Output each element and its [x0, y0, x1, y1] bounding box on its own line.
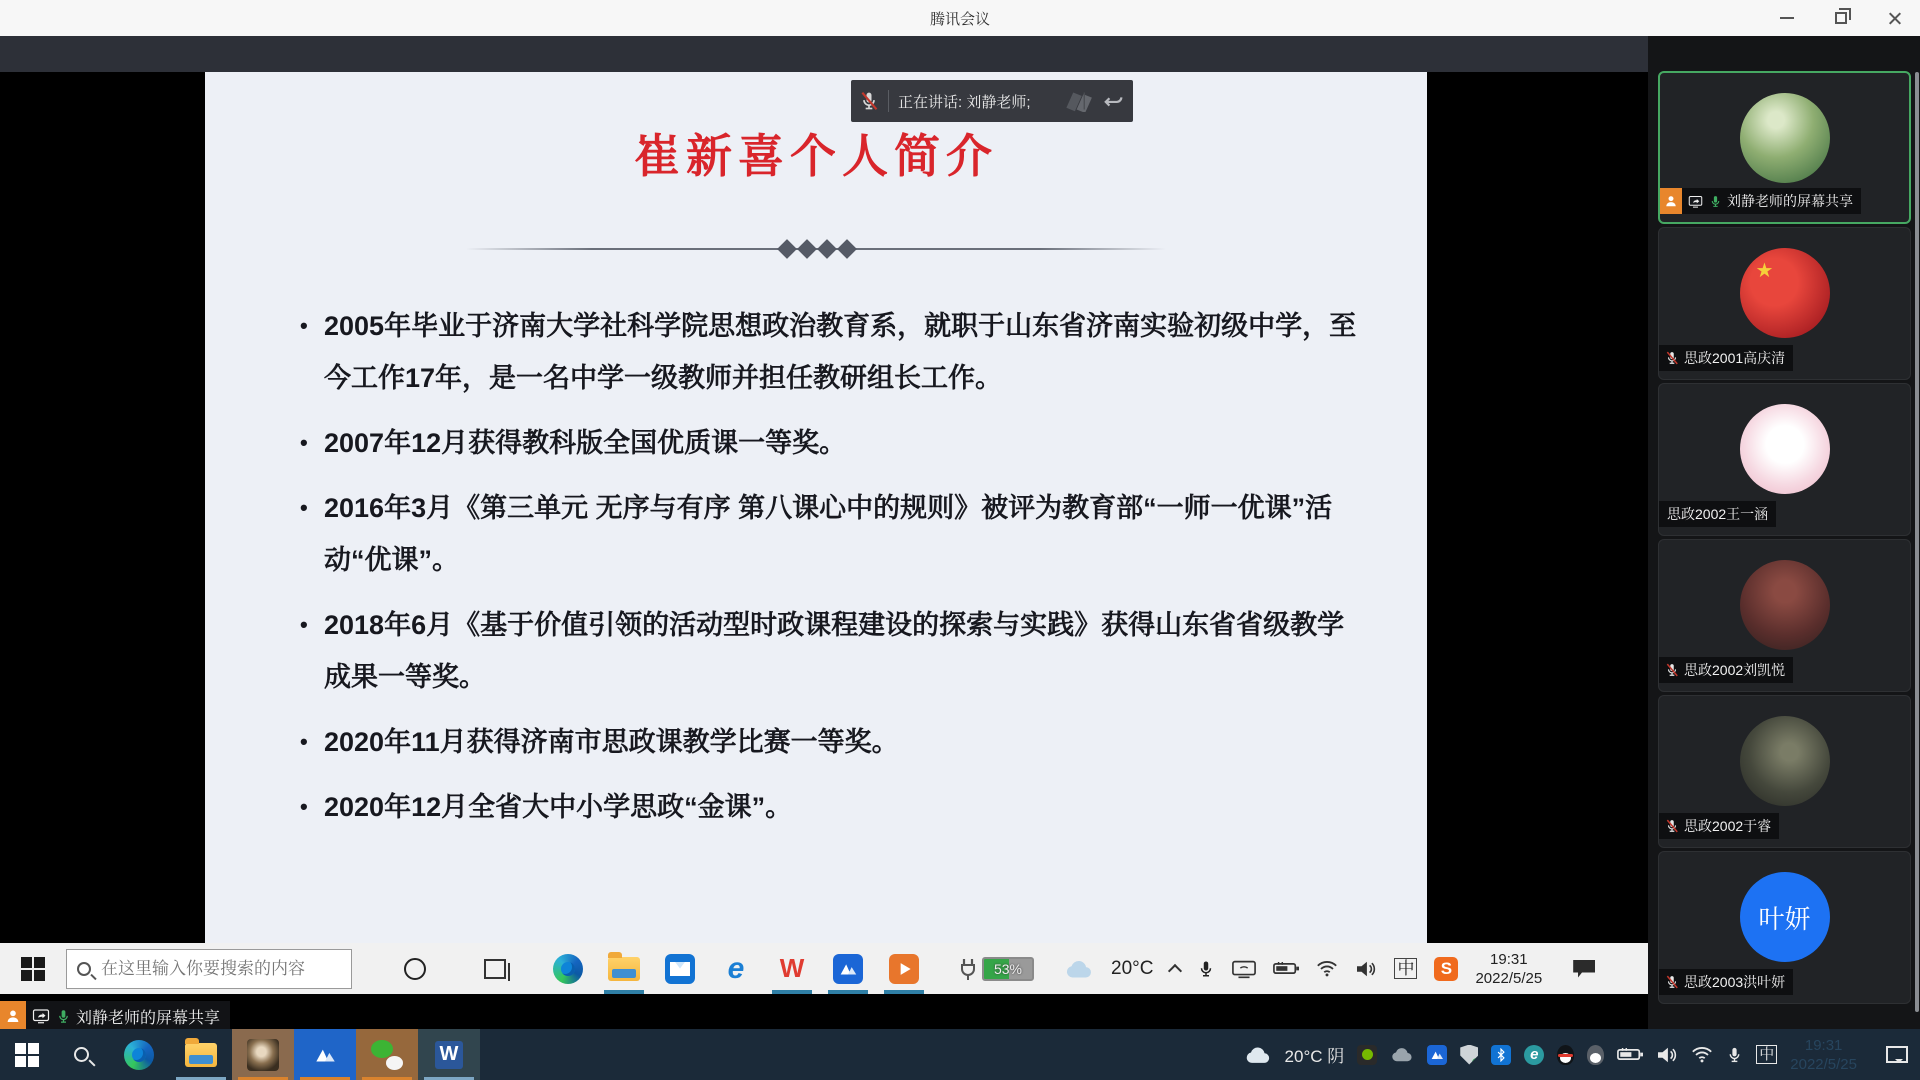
participant-tile[interactable] [1658, 383, 1911, 536]
presenter-icon [0, 1001, 26, 1031]
minimize-button[interactable] [1772, 3, 1802, 33]
taskbar-app-ie[interactable] [708, 943, 764, 994]
avatar [1740, 872, 1830, 962]
cloud-drive-icon[interactable] [1390, 1046, 1414, 1063]
tencent-meeting-icon [310, 1040, 340, 1070]
participant-name: 思政2002刘凯悦 [1684, 662, 1786, 678]
temperature-label[interactable]: 20°C [1111, 957, 1154, 979]
word-icon: W [435, 1041, 463, 1069]
restore-button[interactable] [1826, 3, 1856, 33]
ime-indicator[interactable]: 中 [1394, 958, 1417, 979]
flash-center-icon[interactable]: e [1524, 1045, 1544, 1065]
close-icon [1888, 11, 1902, 25]
participant-tile[interactable] [1658, 227, 1911, 380]
windows-logo-icon [15, 1043, 39, 1067]
mic-on-icon [1709, 195, 1722, 208]
battery-gauge [982, 957, 1034, 981]
mic-muted-icon [1665, 663, 1679, 677]
internet-explorer-icon: e [727, 951, 745, 985]
tray-speaker-icon[interactable] [1656, 1046, 1678, 1064]
slide-bullet [300, 781, 1368, 833]
windows-logo-icon [21, 957, 45, 981]
edge-icon [124, 1040, 154, 1070]
temperature-label[interactable]: 20°C 阴 [1284, 1047, 1345, 1066]
mic-on-icon [56, 1009, 71, 1024]
sogou-input-icon[interactable]: S [1434, 957, 1458, 981]
avatar [1740, 560, 1830, 650]
undo-arrow-icon[interactable] [1103, 90, 1125, 112]
search-icon [77, 962, 91, 976]
meeting-toolbar-strip [0, 36, 1648, 72]
taskbar-app-wps[interactable] [764, 943, 820, 994]
cortana-icon[interactable] [404, 958, 426, 980]
participant-tile[interactable] [1658, 851, 1911, 1004]
participant-nameplate [1659, 969, 1793, 995]
clock[interactable] [1790, 1036, 1857, 1074]
avatar [1740, 404, 1830, 494]
photo-thumbnail-icon [247, 1039, 279, 1071]
taskbar-app-mail[interactable] [652, 943, 708, 994]
bluetooth-icon[interactable] [1491, 1045, 1511, 1065]
close-button[interactable] [1880, 3, 1910, 33]
bullet-marker: • [300, 794, 308, 819]
weather-cloud-icon[interactable] [1244, 1045, 1272, 1065]
tray-battery-icon[interactable] [1273, 961, 1299, 976]
slide-bullet-list [300, 300, 1368, 833]
minimize-icon [1780, 17, 1794, 19]
avatar [1740, 248, 1830, 338]
participant-nameplate [1659, 501, 1776, 527]
screen-share-overlay [0, 1001, 230, 1031]
tray-microphone-icon[interactable] [1197, 959, 1215, 979]
participant-nameplate [1659, 657, 1793, 683]
presenter-icon [1660, 188, 1682, 214]
bullet-text: 2016年3月《第三单元 无序与有序 第八课心中的规则》被评为教育部“一师一优课”活动“优课”。 [324, 493, 1333, 575]
edge-icon [553, 954, 583, 984]
participant-nameplate [1660, 188, 1861, 214]
slide-bullet [300, 716, 1368, 768]
participant-tile[interactable] [1658, 695, 1911, 848]
mic-muted-icon [1665, 819, 1679, 833]
screen-share-icon [31, 1007, 51, 1025]
tray-wifi-icon[interactable] [1316, 960, 1338, 977]
screen-share-label: 刘静老师的屏幕共享 [76, 1009, 221, 1027]
participant-nameplate [1659, 813, 1779, 839]
cast-display-icon[interactable] [1232, 959, 1256, 979]
speaking-banner [851, 80, 1133, 122]
host-taskbar [0, 1029, 1920, 1080]
taskbar-app-edge[interactable] [540, 943, 596, 994]
participant-name: 思政2002王一涵 [1667, 506, 1769, 522]
tray-microphone-icon[interactable] [1726, 1045, 1743, 1065]
taskbar-app-wps-presentation[interactable] [876, 943, 932, 994]
wechat-icon [371, 1040, 403, 1070]
tencent-meeting-tray-icon[interactable] [1427, 1045, 1447, 1065]
bullet-text: 2020年11月获得济南市思政课教学比赛一等奖。 [324, 727, 899, 757]
taskbar-search-box[interactable] [66, 949, 352, 989]
presentation-slide [205, 72, 1427, 943]
qq-icon[interactable] [1557, 1045, 1574, 1065]
participant-name: 刘静老师的屏幕共享 [1727, 193, 1853, 209]
avatar [1740, 716, 1830, 806]
nvidia-icon[interactable] [1357, 1045, 1377, 1065]
taskbar-app-word[interactable] [418, 1029, 480, 1080]
shared-screen-stage [0, 72, 1648, 1029]
bullet-text: 2007年12月获得教科版全国优质课一等奖。 [324, 428, 847, 458]
taskbar-app-photos[interactable] [232, 1029, 294, 1080]
participant-tile-presenter[interactable] [1658, 71, 1911, 224]
slide-bullet [300, 300, 1368, 404]
clock-shared[interactable] [1475, 950, 1542, 988]
tray-speaker-icon[interactable] [1355, 960, 1377, 978]
bullet-text: 2005年毕业于济南大学社科学院思想政治教育系，就职于山东省济南实验初级中学，至今工作17年，是一名中学一级教师并担任教研组长工作。 [324, 311, 1357, 393]
taskbar-app-wechat[interactable] [356, 1029, 418, 1080]
qq-gray-icon[interactable] [1587, 1045, 1604, 1065]
microphone-muted-icon[interactable] [859, 91, 879, 111]
weather-cloud-icon[interactable] [1064, 958, 1094, 980]
tray-battery-icon[interactable] [1617, 1047, 1643, 1062]
power-plug-icon [958, 956, 978, 982]
taskbar-app-file-explorer[interactable] [596, 943, 652, 994]
taskbar-app-file-explorer[interactable] [170, 1029, 232, 1080]
file-explorer-icon [185, 1043, 217, 1067]
bullet-marker: • [300, 430, 308, 455]
action-center-icon[interactable] [1573, 960, 1595, 978]
slide-title: 崔新喜个人简介 [634, 130, 998, 182]
bullet-marker: • [300, 612, 308, 637]
action-center-icon[interactable] [1886, 1046, 1908, 1063]
screen-share-icon [1687, 194, 1704, 209]
search-icon [74, 1047, 89, 1062]
participant-name: 思政2002于睿 [1684, 818, 1772, 834]
avatar-initials: 叶妍 [1758, 903, 1811, 934]
windows-security-icon[interactable] [1460, 1045, 1478, 1065]
clock-time: 19:31 [1490, 950, 1528, 968]
participant-tile[interactable] [1658, 539, 1911, 692]
bullet-text: 2018年6月《基于价值引领的活动型时政课程建设的探索与实践》获得山东省省级教学成果一等奖。 [324, 610, 1345, 692]
participant-name: 思政2003洪叶妍 [1684, 974, 1786, 990]
mic-muted-icon [1665, 975, 1679, 989]
start-button[interactable] [0, 1029, 54, 1080]
window-title: 腾讯会议 [929, 10, 990, 28]
file-explorer-icon [608, 957, 640, 981]
window-titlebar [0, 0, 1920, 36]
shared-desktop-taskbar [0, 943, 1648, 994]
tray-wifi-icon[interactable] [1691, 1046, 1713, 1063]
bullet-marker: • [300, 313, 308, 338]
tencent-meeting-icon [833, 954, 863, 984]
taskbar-app-edge[interactable] [108, 1029, 170, 1080]
ime-indicator[interactable]: 中 [1756, 1045, 1777, 1064]
flags-icon[interactable] [1063, 90, 1097, 112]
battery-status[interactable] [958, 956, 1034, 982]
mail-icon [665, 954, 695, 984]
clock-date: 2022/5/25 [1475, 969, 1543, 987]
banner-divider [888, 90, 889, 112]
search-button[interactable] [54, 1029, 108, 1080]
task-view-icon[interactable] [484, 959, 506, 979]
participants-sidebar [1648, 36, 1920, 1029]
bullet-marker: • [300, 495, 308, 520]
slide-divider [466, 240, 1166, 258]
avatar [1740, 93, 1830, 183]
search-input[interactable] [101, 959, 331, 979]
slide-bullet [300, 417, 1368, 469]
stage-bottom-strip [0, 994, 1648, 1029]
bullet-marker: • [300, 729, 308, 754]
tray-expand-chevron-icon[interactable] [1168, 963, 1182, 977]
clock-time: 19:31 [1804, 1036, 1843, 1054]
taskbar-app-tencent-meeting[interactable] [820, 943, 876, 994]
start-button-shared[interactable] [0, 943, 66, 994]
participant-name: 思政2001高庆清 [1684, 350, 1786, 366]
mic-muted-icon [1665, 351, 1679, 365]
flag-star-icon: ★ [1755, 260, 1774, 282]
restore-icon [1835, 12, 1847, 24]
taskbar-app-tencent-meeting[interactable] [294, 1029, 356, 1080]
slide-bullet [300, 599, 1368, 703]
participant-nameplate [1659, 345, 1793, 371]
speaking-banner-text: 正在讲话: 刘静老师; [898, 93, 1031, 111]
clock-date: 2022/5/25 [1790, 1055, 1857, 1073]
wps-office-icon: W [779, 953, 805, 983]
wps-presentation-icon [889, 954, 919, 984]
slide-bullet [300, 482, 1368, 586]
battery-percent: 53% [993, 960, 1023, 977]
sidebar-scrollbar[interactable] [1915, 72, 1919, 1012]
bullet-text: 2020年12月全省大中小学思政“金课”。 [324, 792, 793, 822]
